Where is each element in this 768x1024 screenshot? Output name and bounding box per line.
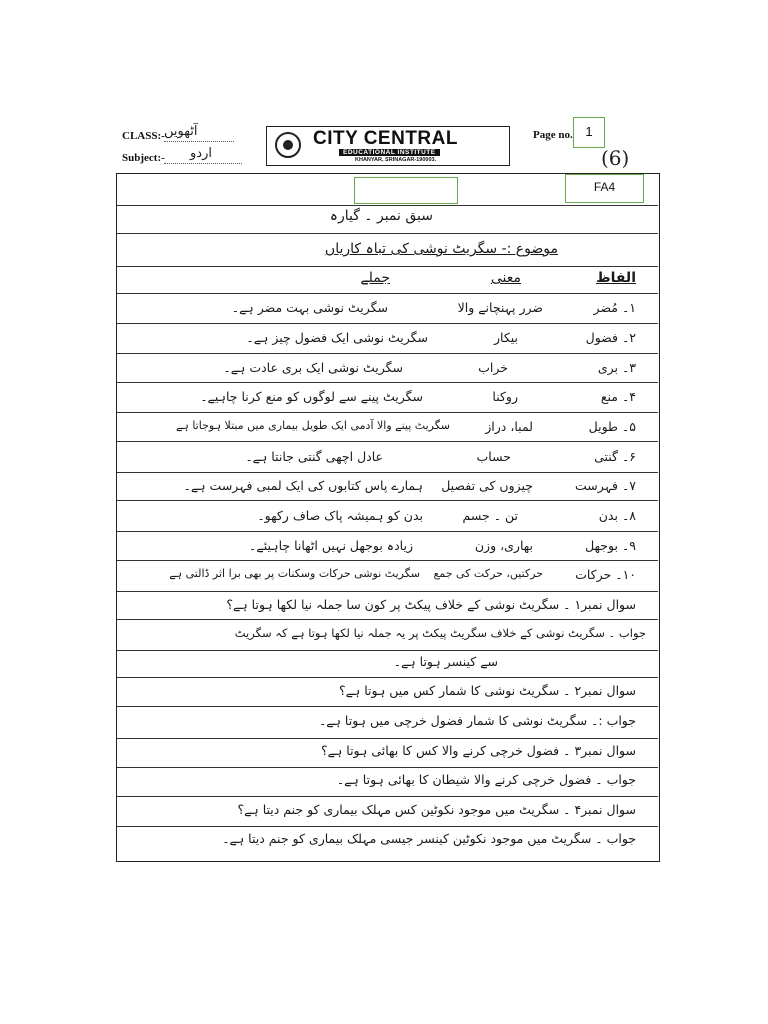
vocab-sentence: عادل اچھی گنتی جانتا ہے۔ [245,449,383,464]
score-mark: (6) [601,146,630,170]
vocab-word: ۷۔ فہرست [575,478,636,493]
vocab-word: ۶۔ گنتی [594,449,636,464]
header-words: الفاظ [596,270,636,286]
vocab-word: ۲۔ فضول [585,330,636,345]
vocab-meaning: بیکار [494,330,518,345]
vocab-meaning: ضرر پہنچانے والا [457,300,543,315]
logo-address: KHANYAR, SRINAGAR-190003. [355,157,437,163]
logo-subtitle: EDUCATIONAL INSTITUTE [339,149,440,156]
header-meanings: معنی [490,270,521,286]
vocab-sentence: سگریٹ نوشی ایک فضول چیز ہے۔ [246,330,428,345]
question-3: سوال نمبر۳ ۔ فضول خرچی کرنے والا کس کا بھائی ہوتا ہے؟ [321,743,636,758]
answer-1: جواب ۔ سگریٹ نوشی کے خلاف سگریٹ پیکٹ پر یہ جملہ نیا لکھا ہوتا ہے کہ سگریٹ [234,626,646,640]
subject-label: Subject:- [122,152,165,164]
question-4: سوال نمبر۴ ۔ سگریٹ میں موجود نکوٹین کس مہلک بیماری کو جنم دیتا ہے؟ [237,802,636,817]
vocab-meaning: حساب [476,449,511,464]
vocab-word: ۱۔ مُضر [593,300,636,315]
page-number-box: 1 [573,117,605,148]
vocab-sentence: سگریٹ پینے والا آدمی ایک طویل بیماری میں مبتلا ہوجاتا ہے [175,419,450,432]
vocab-sentence: زیادہ بوجھل نہیں اٹھانا چاہیئے۔ [249,538,413,553]
vocab-word: ۵۔ طویل [588,419,636,434]
subject-value: اردو [190,146,212,161]
vocab-meaning: خراب [478,360,508,375]
vocab-meaning: روکنا [492,389,518,404]
emblem-icon [275,132,301,158]
vocab-sentence: سگریٹ نوشی حرکات وسکنات پر بھی برا اثر ڈالتی ہے [169,567,420,580]
vocab-word: ۴۔ منع [600,389,636,404]
vocab-word: ۸۔ بدن [598,508,636,523]
vocab-meaning: حرکتیں، حرکت کی جمع [433,567,543,580]
lesson-topic: موضوع :- سگریٹ نوشی کی تباہ کاریاں [324,241,558,257]
vocab-word: ۹۔ بوجھل [585,538,636,553]
vocab-sentence: ہمارے پاس کتابوں کی ایک لمبی فہرست ہے۔ [183,478,423,493]
answer-2: جواب :۔ سگریٹ نوشی کا شمار فضول خرچی میں ہوتا ہے۔ [318,713,636,728]
vocab-word: ۳۔ بری [597,360,636,375]
class-label: CLASS:- [122,130,165,142]
vocab-meaning: بھاری، وزن [474,538,533,553]
vocab-sentence: سگریٹ نوشی بہت مضر ہے۔ [231,300,388,315]
vocab-sentence: سگریٹ پینے سے لوگوں کو منع کرنا چاہیے۔ [200,389,423,404]
logo-title: CITY CENTRAL [313,128,458,149]
answer-4: جواب ۔ سگریٹ میں موجود نکوٹین کینسر جیسی مہلک بیماری کو جنم دیتا ہے۔ [222,831,636,846]
school-logo [266,126,510,166]
page-number-label: Page no. [533,129,573,141]
vocab-sentence: بدن کو ہمیشہ پاک صاف رکھو۔ [257,508,423,523]
class-value: آٹھویں [164,124,198,139]
vocab-meaning: چیزوں کی تفصیل [441,478,533,493]
lesson-title: سبق نمبر ۔ گیارہ [329,208,433,224]
question-2: سوال نمبر۲ ۔ سگریٹ نوشی کا شمار کس میں ہوتا ہے؟ [338,683,636,698]
question-1: سوال نمبر۱ ۔ سگریٹ نوشی کے خلاف پیکٹ پر کون سا جملہ نیا لکھا ہوتا ہے؟ [226,597,636,612]
vocab-meaning: لمبا، دراز [485,419,533,434]
answer-1-continued: سے کینسر ہوتا ہے۔ [393,654,498,669]
assessment-tag: FA4 [565,174,644,203]
vocab-meaning: تن ۔ جسم [462,508,518,523]
redaction-box [354,177,458,204]
subject-dotted-line [164,163,242,164]
class-dotted-line [164,141,234,142]
vocab-sentence: سگریٹ نوشی ایک بری عادت ہے۔ [223,360,403,375]
vocab-word: ۱۰۔ حرکات [575,567,636,582]
answer-3: جواب ۔ فضول خرچی کرنے والا شیطان کا بھائی ہوتا ہے۔ [336,772,636,787]
header-sentences: جملے [360,270,390,286]
